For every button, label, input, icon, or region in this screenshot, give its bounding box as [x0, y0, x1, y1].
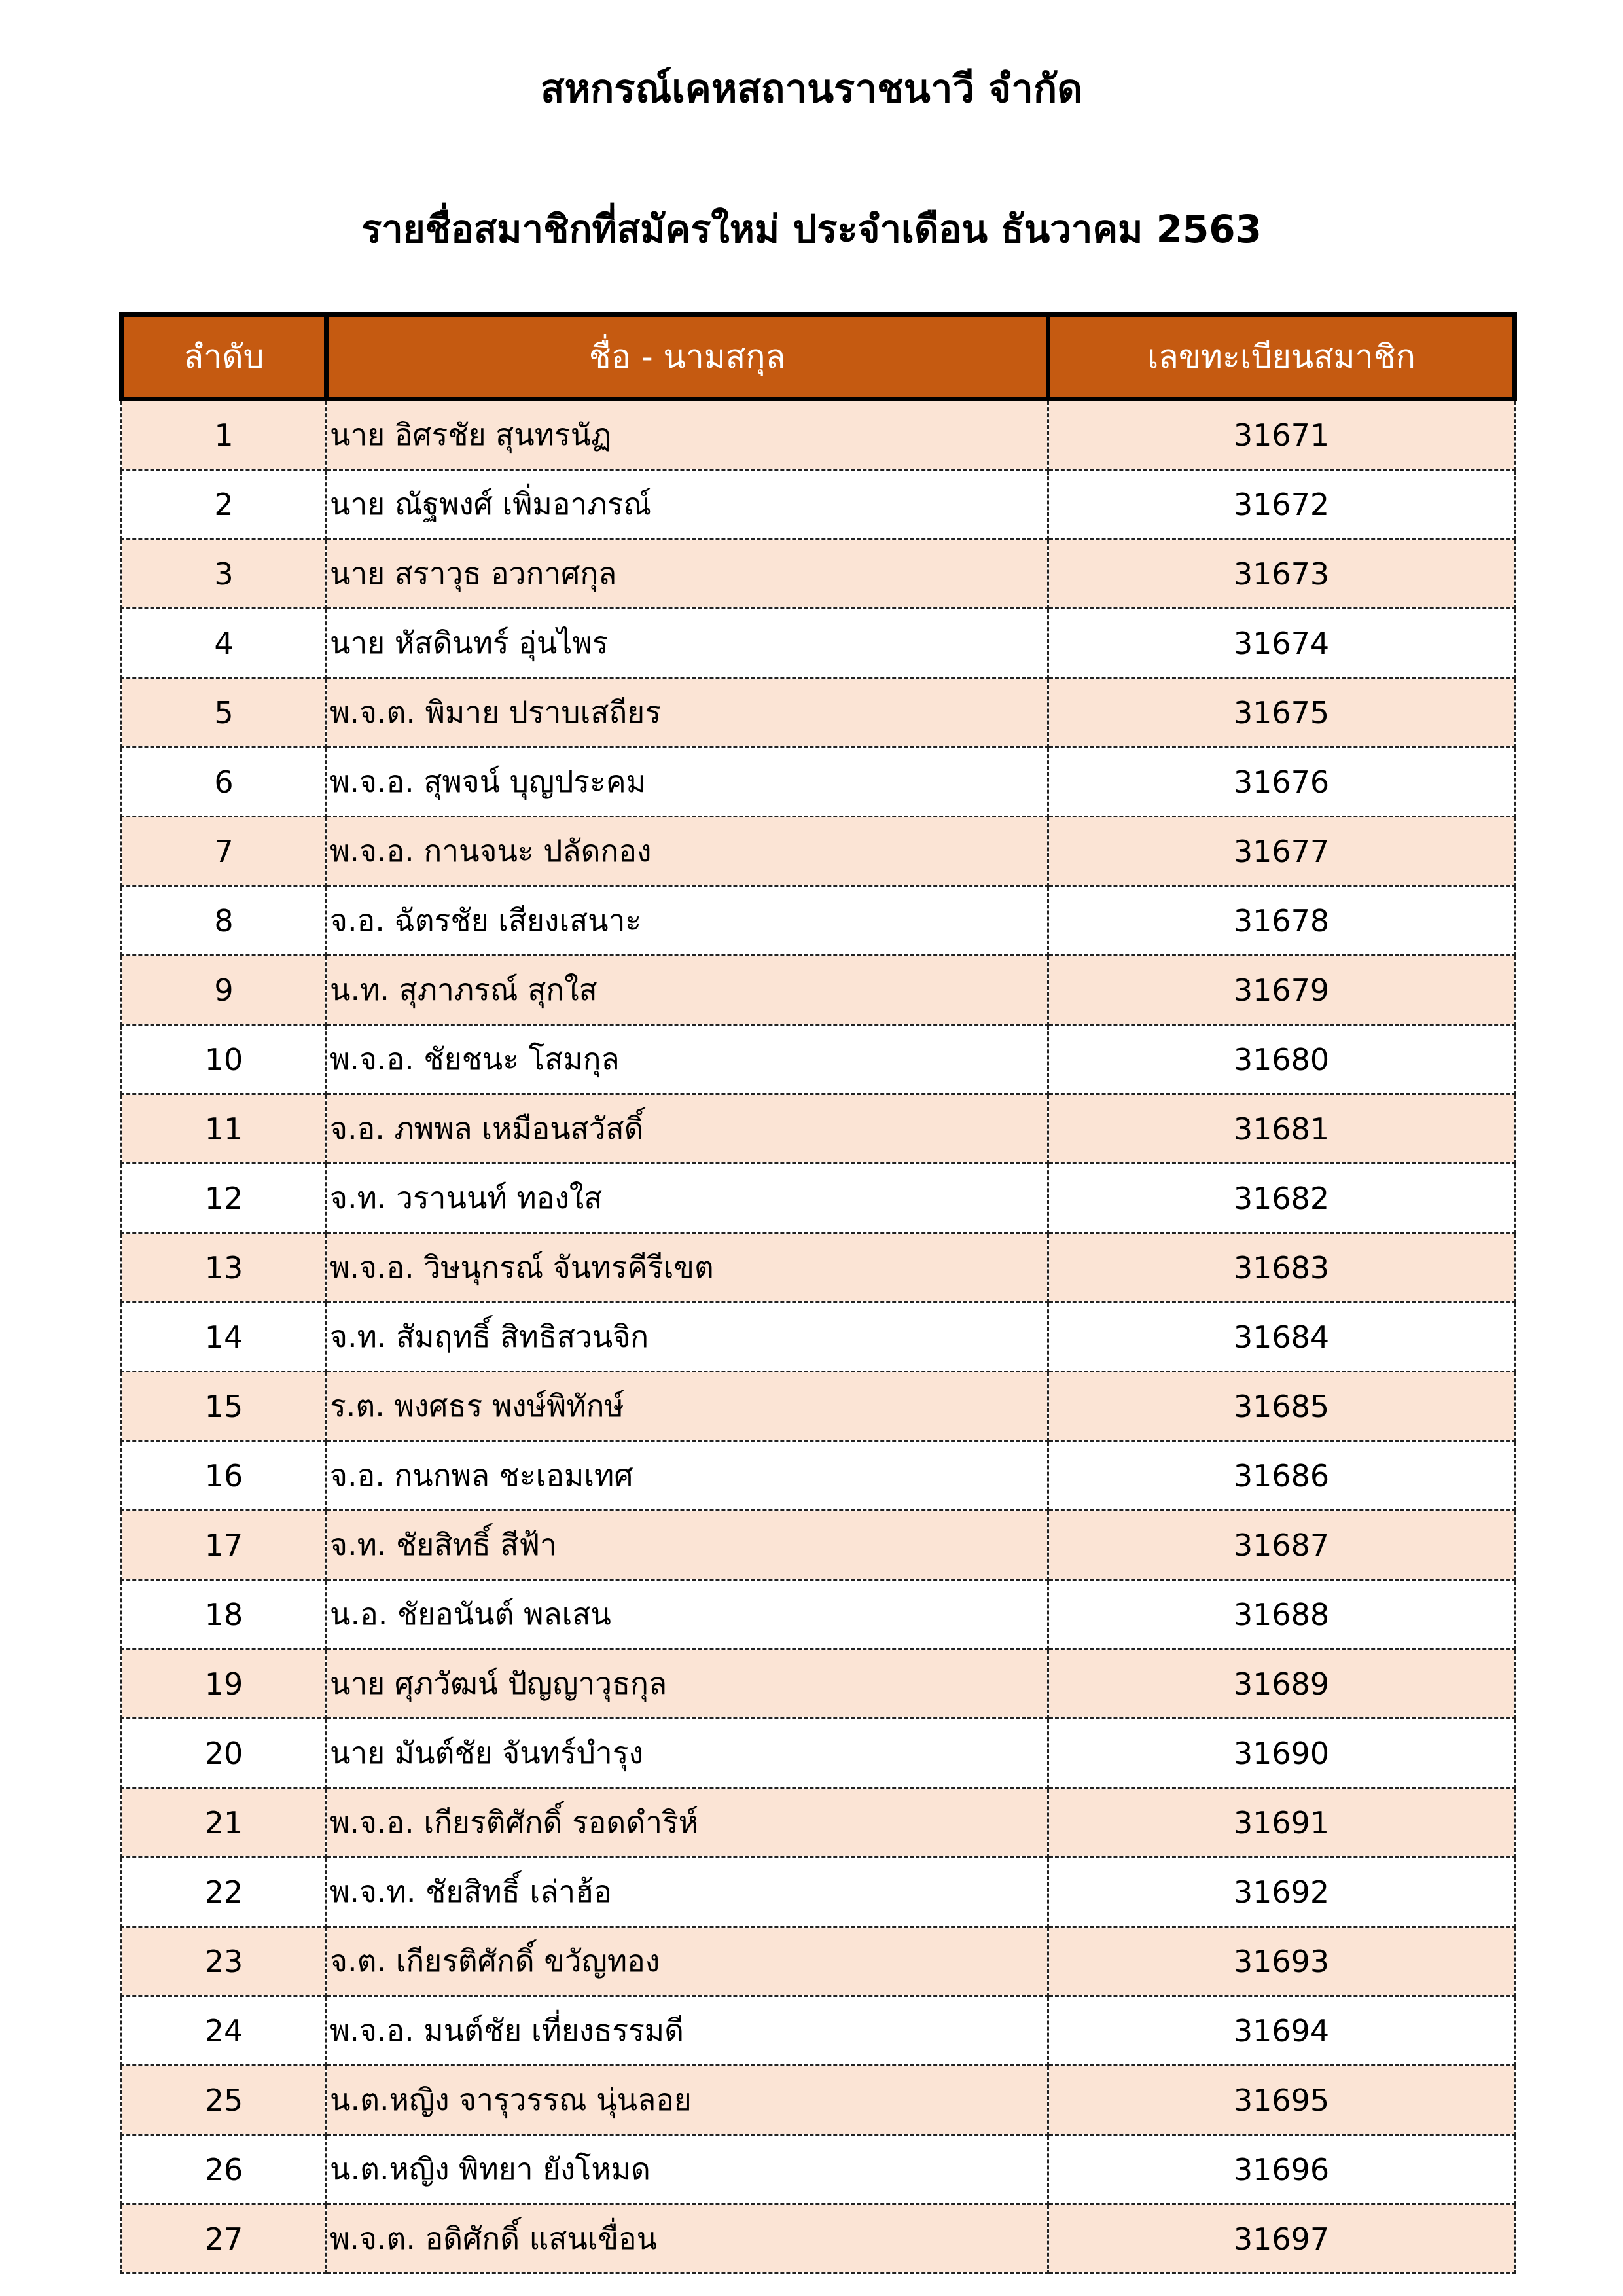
name-cell: จ.ท. วรานนท์ ทองใส	[327, 1164, 1048, 1233]
sequence-cell: 11	[122, 1094, 327, 1164]
member-number-cell: 31684	[1048, 1302, 1515, 1372]
sequence-cell: 18	[122, 1580, 327, 1649]
sequence-cell: 8	[122, 886, 327, 956]
table-row	[122, 1719, 1515, 1788]
header-member-number: เลขทะเบียนสมาชิก	[1048, 315, 1515, 399]
name-cell: นาย อิศรชัย สุนทรนัฏ	[327, 399, 1048, 470]
member-number-cell: 31685	[1048, 1372, 1515, 1441]
sequence-cell: 26	[122, 2135, 327, 2204]
name-cell: พ.จ.อ. วิษนุกรณ์ จันทรคีรีเขต	[327, 1233, 1048, 1302]
sequence-cell: 5	[122, 678, 327, 747]
sequence-cell: 4	[122, 609, 327, 678]
name-cell: น.ต.หญิง จารุวรรณ นุ่นลอย	[327, 2066, 1048, 2135]
sequence-cell: 21	[122, 1788, 327, 1857]
member-number-cell: 31671	[1048, 399, 1515, 470]
name-cell: จ.ต. เกียรติศักดิ์ ขวัญทอง	[327, 1927, 1048, 1996]
table-row	[122, 747, 1515, 817]
member-number-cell: 31689	[1048, 1649, 1515, 1719]
member-number-cell: 31692	[1048, 1857, 1515, 1927]
table-row	[122, 1511, 1515, 1580]
member-number-cell: 31683	[1048, 1233, 1515, 1302]
sequence-cell: 10	[122, 1025, 327, 1094]
member-table-header	[122, 315, 1515, 399]
member-number-cell: 31693	[1048, 1927, 1515, 1996]
name-cell: นาย สราวุธ อวกาศกุล	[327, 539, 1048, 609]
member-number-cell: 31678	[1048, 886, 1515, 956]
header-row	[122, 315, 1515, 399]
name-cell: พ.จ.อ. มนต์ชัย เที่ยงธรรมดี	[327, 1996, 1048, 2066]
name-cell: จ.อ. ภพพล เหมือนสวัสดิ์	[327, 1094, 1048, 1164]
sequence-cell: 24	[122, 1996, 327, 2066]
name-cell: จ.ท. สัมฤทธิ์ สิทธิสวนจิก	[327, 1302, 1048, 1372]
member-number-cell: 31682	[1048, 1164, 1515, 1233]
member-number-cell: 31679	[1048, 956, 1515, 1025]
name-cell: พ.จ.อ. เกียรติศักดิ์ รอดดำริห์	[327, 1788, 1048, 1857]
sequence-cell: 20	[122, 1719, 327, 1788]
member-number-cell: 31674	[1048, 609, 1515, 678]
name-cell: นาย มันต์ชัย จันทร์บำรุง	[327, 1719, 1048, 1788]
name-cell: จ.อ. กนกพล ชะเอมเทศ	[327, 1441, 1048, 1511]
sequence-cell: 15	[122, 1372, 327, 1441]
table-row	[122, 678, 1515, 747]
sequence-cell: 9	[122, 956, 327, 1025]
table-row	[122, 817, 1515, 886]
name-cell: น.ต.หญิง พิทยา ยังโหมด	[327, 2135, 1048, 2204]
member-number-cell: 31690	[1048, 1719, 1515, 1788]
sequence-cell: 23	[122, 1927, 327, 1996]
table-row	[122, 609, 1515, 678]
name-cell: นาย ณัฐพงศ์ เพิ่มอาภรณ์	[327, 470, 1048, 539]
table-row	[122, 399, 1515, 470]
member-number-cell: 31672	[1048, 470, 1515, 539]
table-row	[122, 1025, 1515, 1094]
member-number-cell: 31691	[1048, 1788, 1515, 1857]
name-cell: น.ท. สุภาภรณ์ สุกใส	[327, 956, 1048, 1025]
sequence-cell: 27	[122, 2204, 327, 2274]
table-row	[122, 1927, 1515, 1996]
name-cell: น.อ. ชัยอนันต์ พลเสน	[327, 1580, 1048, 1649]
table-row	[122, 1441, 1515, 1511]
member-number-cell: 31697	[1048, 2204, 1515, 2274]
member-number-cell: 31675	[1048, 678, 1515, 747]
table-row	[122, 1996, 1515, 2066]
member-number-cell: 31680	[1048, 1025, 1515, 1094]
name-cell: จ.ท. ชัยสิทธิ์ สีฟ้า	[327, 1511, 1048, 1580]
member-number-cell: 31676	[1048, 747, 1515, 817]
sequence-cell: 25	[122, 2066, 327, 2135]
sequence-cell: 7	[122, 817, 327, 886]
name-cell: พ.จ.ท. ชัยสิทธิ์ เล่าฮ้อ	[327, 1857, 1048, 1927]
table-row	[122, 1649, 1515, 1719]
name-cell: ร.ต. พงศธร พงษ์พิทักษ์	[327, 1372, 1048, 1441]
member-number-cell: 31687	[1048, 1511, 1515, 1580]
table-row	[122, 956, 1515, 1025]
name-cell: พ.จ.อ. กานจนะ ปลัดกอง	[327, 817, 1048, 886]
name-cell: จ.อ. ฉัตรชัย เสียงเสนาะ	[327, 886, 1048, 956]
member-number-cell: 31686	[1048, 1441, 1515, 1511]
table-row	[122, 1302, 1515, 1372]
sequence-cell: 19	[122, 1649, 327, 1719]
header-full-name: ชื่อ - นามสกุล	[327, 315, 1048, 399]
name-cell: พ.จ.อ. ชัยชนะ โสมกุล	[327, 1025, 1048, 1094]
table-row	[122, 539, 1515, 609]
table-row	[122, 1788, 1515, 1857]
organization-title: สหกรณ์เคหสถานราชนาวี จำกัด	[540, 66, 1083, 112]
member-table-body	[122, 399, 1515, 2274]
sequence-cell: 17	[122, 1511, 327, 1580]
table-row	[122, 470, 1515, 539]
table-row	[122, 1233, 1515, 1302]
table-row	[122, 1094, 1515, 1164]
table-row	[122, 2066, 1515, 2135]
member-table	[119, 312, 1517, 2274]
name-cell: นาย หัสดินทร์ อุ่นไพร	[327, 609, 1048, 678]
name-cell: พ.จ.ต. พิมาย ปราบเสถียร	[327, 678, 1048, 747]
sequence-cell: 1	[122, 399, 327, 470]
sequence-cell: 2	[122, 470, 327, 539]
name-cell: พ.จ.ต. อดิศักดิ์ แสนเขื่อน	[327, 2204, 1048, 2274]
sequence-cell: 16	[122, 1441, 327, 1511]
member-number-cell: 31677	[1048, 817, 1515, 886]
sequence-cell: 14	[122, 1302, 327, 1372]
table-row	[122, 1164, 1515, 1233]
sequence-cell: 6	[122, 747, 327, 817]
member-number-cell: 31681	[1048, 1094, 1515, 1164]
table-row	[122, 1580, 1515, 1649]
member-number-cell: 31688	[1048, 1580, 1515, 1649]
table-row	[122, 2135, 1515, 2204]
table-row	[122, 2204, 1515, 2274]
name-cell: พ.จ.อ. สุพจน์ บุญประคม	[327, 747, 1048, 817]
member-number-cell: 31695	[1048, 2066, 1515, 2135]
sequence-cell: 13	[122, 1233, 327, 1302]
table-row	[122, 1857, 1515, 1927]
name-cell: นาย ศุภวัฒน์ ปัญญาวุธกุล	[327, 1649, 1048, 1719]
document-title: รายชื่อสมาชิกที่สมัครใหม่ ประจำเดือน ธันวาคม 2563	[361, 207, 1262, 251]
sequence-cell: 12	[122, 1164, 327, 1233]
sequence-cell: 3	[122, 539, 327, 609]
sequence-cell: 22	[122, 1857, 327, 1927]
table-row	[122, 1372, 1515, 1441]
member-number-cell: 31694	[1048, 1996, 1515, 2066]
member-number-cell: 31673	[1048, 539, 1515, 609]
member-number-cell: 31696	[1048, 2135, 1515, 2204]
header-sequence: ลำดับ	[122, 315, 327, 399]
table-row	[122, 886, 1515, 956]
